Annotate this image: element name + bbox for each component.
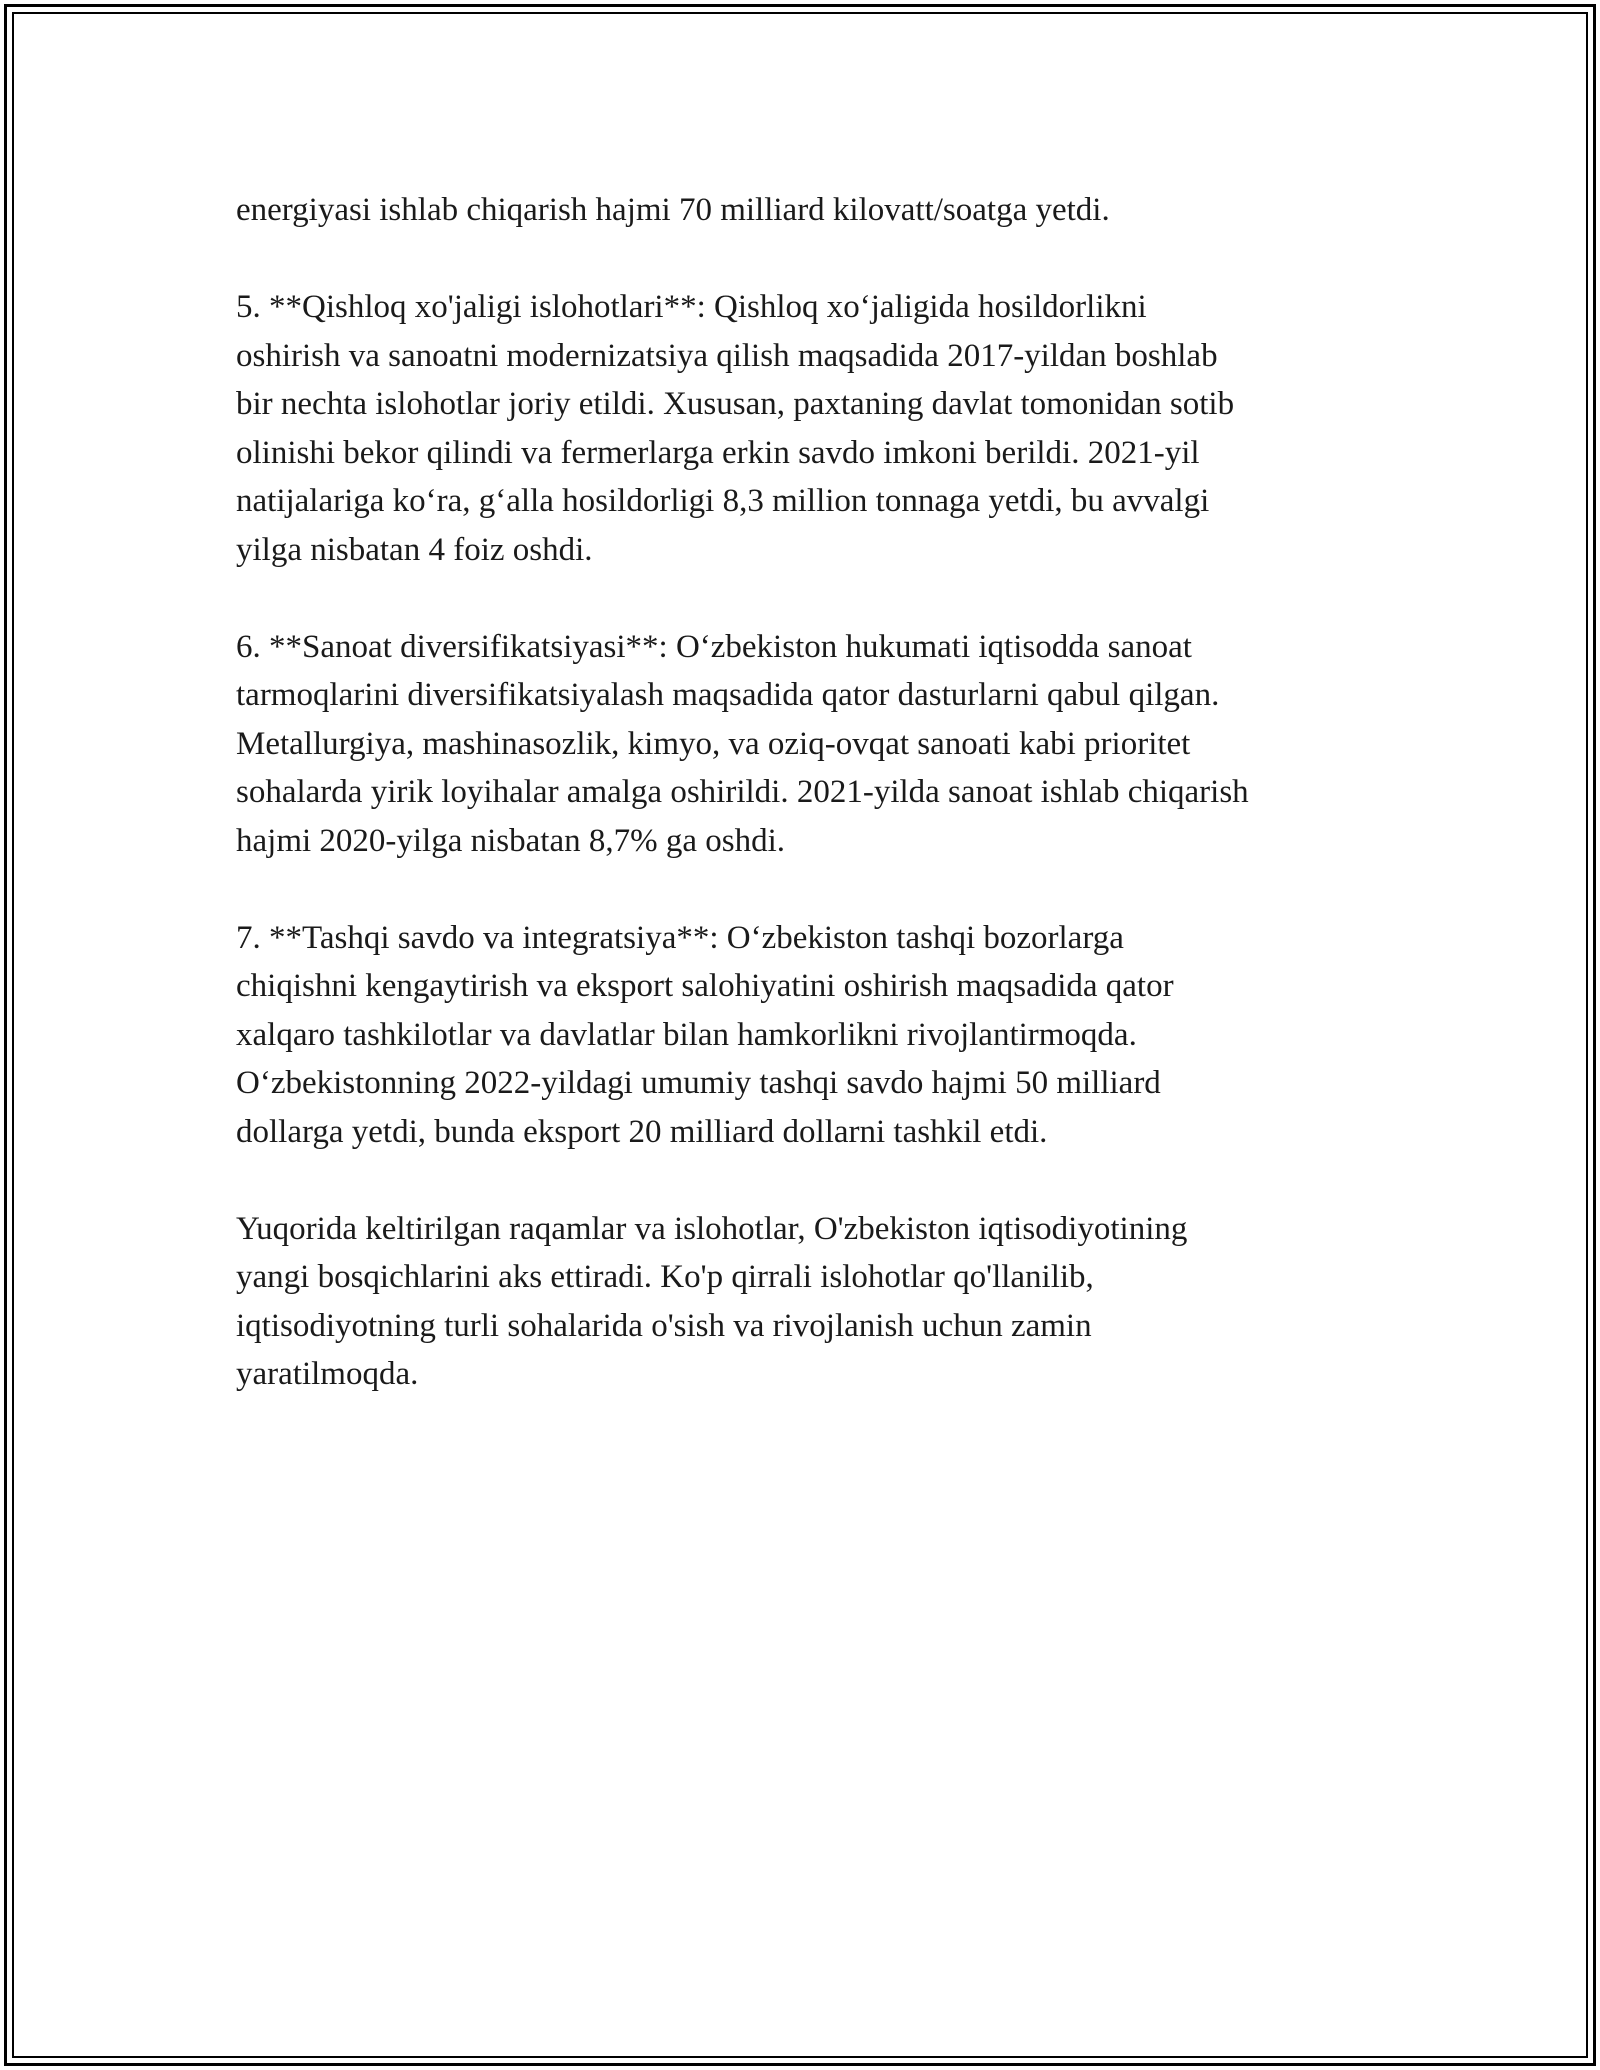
paragraph-conclusion: Yuqorida keltirilgan raqamlar va islohotlar, O'zbekiston iqtisodiyotining yangi bosqichlarini aks ettiradi. Ko'p qirrali islohotlar qo'llanilib, iqtisodiyotning turli sohalarida o'sish va rivojlanish uchun zamin yaratilmoqda. (236, 1210, 1188, 1392)
paragraph-foreign-trade: 7. **Tashqi savdo va integratsiya**: O‘zbekiston tashqi bozorlarga chiqishni kengaytirish va eksport salohiyatini oshirish maqsadida qator xalqaro tashkilotlar va davlatlar bilan hamkorlikni rivojlantirmoqda. O‘zbekistonning 2022-yildagi umumiy tashqi savdo hajmi 50 milliard dollarga yetdi, bunda eksport 20 milliard dollarni tashkil etdi. (236, 919, 1174, 1150)
paragraph-agriculture-reforms: 5. **Qishloq xo'jaligi islohotlari**: Qishloq xo‘jaligida hosildorlikni oshirish va sanoatni modernizatsiya qilish maqsadida 2017-yildan boshlab bir nechta islohotlar joriy etildi. Xususan, paxtaning davlat tomonidan sotib olinishi bekor qilindi va fermerlarga erkin savdo imkoni berildi. 2021-yil natijalariga ko‘ra, g‘alla hosildorligi 8,3 million tonnaga yetdi, bu avvalgi yilga nisbatan 4 foiz oshdi. (236, 289, 1235, 568)
paragraph-energy-continuation: energiyasi ishlab chiqarish hajmi 70 milliard kilovatt/soatga yetdi. (236, 192, 1110, 228)
paragraph-industry-diversification: 6. **Sanoat diversifikatsiyasi**: O‘zbekiston hukumati iqtisodda sanoat tarmoqlarini diversifikatsiyalash maqsadida qator dasturlarni qabul qilgan. Metallurgiya, mashinasozlik, kimyo, va oziq-ovqat sanoati kabi prioritet sohalarda yirik loyihalar amalga oshirildi. 2021-yilda sanoat ishlab chiqarish hajmi 2020-yilga nisbatan 8,7% ga oshdi. (236, 628, 1249, 859)
document-body (236, 186, 1386, 1447)
